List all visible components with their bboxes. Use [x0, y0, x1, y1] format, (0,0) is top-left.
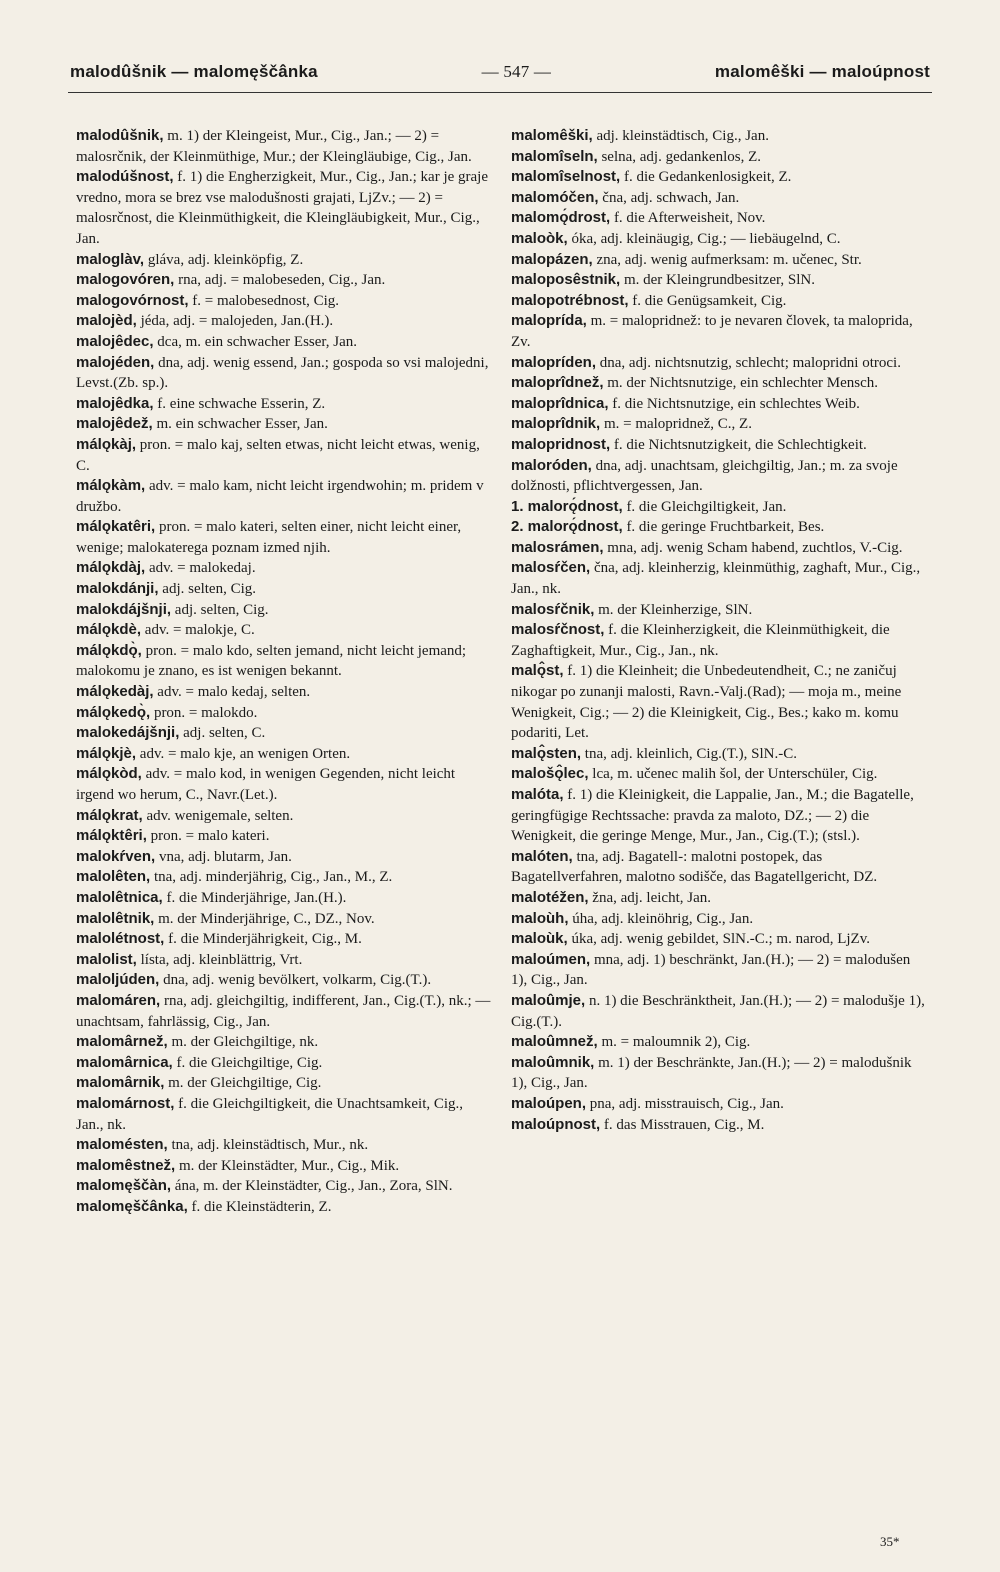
- entry-definition: m. der Gleichgiltige, nk.: [171, 1034, 319, 1051]
- entry-headword: málǫkòd,: [76, 765, 142, 783]
- entry-headword: 1. malorǫ́dnost,: [511, 497, 623, 515]
- entry-definition: pron. = malokdo.: [153, 704, 258, 721]
- entry-headword: malosŕčnik,: [511, 600, 595, 618]
- entry-headword: malomęščânka,: [76, 1197, 188, 1215]
- entry-headword: malomârnik,: [76, 1074, 165, 1092]
- entry-headword: malokedájšnji,: [76, 724, 180, 742]
- entry-headword: málǫkatêri,: [76, 518, 156, 536]
- page-number: — 547 —: [481, 62, 552, 81]
- dictionary-entry: [76, 764, 494, 805]
- entry-definition: f. die Afterweisheit, Nov.: [613, 210, 766, 227]
- entry-definition: m. = malopridnež, C., Z.: [603, 416, 752, 433]
- entry-headword: malomârnež,: [76, 1033, 168, 1051]
- dictionary-entry: [511, 888, 929, 909]
- dictionary-entry: [76, 723, 494, 744]
- entry-definition: zna, adj. wenig aufmerksam: m. učenec, Str.: [596, 251, 862, 268]
- dictionary-entry: [511, 394, 929, 415]
- entry-headword: málǫkdàj,: [76, 559, 146, 577]
- entry-headword: malomésten,: [76, 1136, 168, 1154]
- dictionary-entry: [511, 1115, 929, 1136]
- entry-headword: malojéden,: [76, 353, 155, 371]
- dictionary-entry: [76, 1094, 494, 1135]
- entry-definition: f. 1) die Kleinheit; die Unbedeutendheit, C.; ne zaničuj nikogar po zunanji malosti, Ravn.-Valj.(Rad); — moja m., meine Wenigkeit, Cig.; — 2) die Kleinigkeit, Cig., Bes.; kako m. komu podariti, Let.: [511, 663, 902, 742]
- dictionary-entry: [511, 991, 929, 1032]
- dictionary-entry: [76, 250, 494, 271]
- entry-definition: pron. = malo kaj, selten etwas, nicht leicht etwas, wenig, C.: [76, 436, 480, 474]
- dictionary-entry: [511, 291, 929, 312]
- entry-definition: m. 1) der Beschränkte, Jan.(H.); — 2) = malodušnik 1), Cig., Jan.: [511, 1054, 912, 1092]
- entry-headword: malodûšnik,: [76, 127, 164, 144]
- header-left: malodûšnik — malomęščânka: [70, 62, 318, 81]
- entry-definition: adv. = malokje, C.: [144, 622, 255, 639]
- entry-definition: m. der Minderjährige, C., DZ., Nov.: [158, 910, 375, 927]
- entry-definition: dna, adj. unachtsam, gleichgiltig, Jan.; m. za svoje dolžnosti, pflichtvergessen, Jan.: [511, 457, 898, 495]
- entry-definition: lísta, adj. kleinblättrig, Vrt.: [140, 951, 303, 968]
- dictionary-entry: [76, 1053, 494, 1074]
- entry-headword: malojèd,: [76, 312, 137, 330]
- entry-definition: f. die Gleichgiltigkeit, Jan.: [626, 498, 787, 515]
- header-right: malomêški — maloúpnost: [714, 62, 930, 81]
- dictionary-entry: [76, 991, 494, 1032]
- entry-definition: f. 1) die Kleinigkeit, die Lappalie, Jan., M.; die Bagatelle, geringfügige Rechtssache: pravda za maloto, DZ.; — 2) die Wenigkeit, die geringe Menge, Mur., Jan., Cig.(T.); (stsl.).: [511, 787, 914, 845]
- entry-headword: malomîselnost,: [511, 168, 621, 186]
- dictionary-entry: [511, 497, 929, 518]
- entry-headword: malosrámen,: [511, 538, 604, 556]
- entry-definition: adv. = malo kam, nicht leicht irgendwohin; m. pridem v družbo.: [76, 478, 484, 515]
- dictionary-entry: [76, 806, 494, 827]
- entry-definition: úka, adj. wenig gebildet, SlN.-C.; m. narod, LjZv.: [571, 931, 870, 948]
- dictionary-entry: [511, 208, 929, 229]
- entry-definition: vna, adj. blutarm, Jan.: [158, 848, 292, 865]
- entry-definition: adj. selten, C.: [183, 725, 266, 742]
- entry-definition: mna, adj. wenig Scham habend, zuchtlos, V.-Cig.: [607, 539, 903, 556]
- entry-headword: malogovóren,: [76, 271, 175, 289]
- entry-headword: malolêten,: [76, 868, 151, 886]
- entry-definition: f. die Nichtsnutzigkeit, die Schlechtigkeit.: [613, 436, 867, 453]
- entry-headword: málǫkàm,: [76, 477, 146, 495]
- entry-definition: gláva, adj. kleinköpfig, Z.: [147, 251, 304, 268]
- dictionary-entry: [511, 167, 929, 188]
- entry-definition: f. die Kleinherzigkeit, die Kleinmüthigkeit, die Zaghaftigkeit, Mur., Cig., Jan., nk.: [511, 622, 890, 659]
- entry-definition: f. die Gleichgiltige, Cig.: [176, 1054, 323, 1071]
- entry-definition: m. ein schwacher Esser, Jan.: [156, 416, 328, 433]
- entry-definition: dna, adj. nichtsnutzig, schlecht; malopridni otroci.: [599, 354, 901, 371]
- dictionary-entry: [511, 785, 929, 847]
- entry-headword: malomârnica,: [76, 1053, 173, 1071]
- dictionary-entry: [511, 126, 929, 147]
- dictionary-entry: [511, 147, 929, 168]
- dictionary-entry: [76, 620, 494, 641]
- entry-headword: malomîseln,: [511, 147, 598, 165]
- entry-definition: m. der Kleinherzige, SlN.: [598, 601, 753, 618]
- dictionary-entry: [76, 826, 494, 847]
- entry-headword: maloúpen,: [511, 1094, 587, 1112]
- entry-headword: malosŕčnost,: [511, 621, 605, 639]
- entry-headword: málǫkjè,: [76, 744, 137, 762]
- entry-definition: tna, adj. kleinlich, Cig.(T.), SlN.-C.: [584, 745, 797, 762]
- entry-headword: malóten,: [511, 847, 573, 865]
- entry-definition: f. = malobesednost, Cig.: [192, 292, 340, 309]
- entry-definition: adj. selten, Cig.: [174, 601, 269, 618]
- entry-headword: maloûmje,: [511, 991, 586, 1009]
- dictionary-entry: [511, 558, 929, 599]
- entry-headword: malokdánji,: [76, 580, 159, 598]
- entry-headword: málǫkdè,: [76, 621, 142, 639]
- dictionary-entry: [511, 414, 929, 435]
- entry-headword: málǫkdǫ̀,: [76, 641, 142, 659]
- dictionary-entry: [511, 909, 929, 930]
- entry-definition: m. = malopridnež: to je nevaren človek, ta maloprida, Zv.: [511, 313, 913, 350]
- dictionary-entry: [76, 1135, 494, 1156]
- entry-headword: malokŕven,: [76, 847, 156, 865]
- entry-headword: malodúšnost,: [76, 168, 174, 186]
- entry-headword: malǫ̂st,: [511, 662, 564, 680]
- entry-definition: adj. kleinstädtisch, Cig., Jan.: [596, 128, 769, 144]
- dictionary-entry: [76, 270, 494, 291]
- entry-headword: malomǫ́drost,: [511, 209, 611, 227]
- entry-headword: malolist,: [76, 950, 137, 968]
- entry-definition: lca, m. učenec malih šol, der Unterschüler, Cig.: [592, 766, 878, 783]
- entry-headword: malolêtnica,: [76, 888, 163, 906]
- entry-definition: m. der Kleingrundbesitzer, SlN.: [623, 272, 815, 289]
- entry-headword: malolêtnik,: [76, 909, 155, 927]
- entry-definition: f. das Misstrauen, Cig., M.: [603, 1116, 765, 1133]
- entry-headword: maloúpnost,: [511, 1115, 601, 1133]
- entry-headword: malóta,: [511, 786, 564, 803]
- entry-definition: selna, adj. gedankenlos, Z.: [601, 148, 761, 165]
- dictionary-entry: [76, 703, 494, 724]
- entry-definition: m. der Nichtsnutzige, ein schlechter Mensch.: [607, 375, 879, 392]
- dictionary-entry: [76, 1197, 494, 1218]
- entry-headword: maloróden,: [511, 456, 592, 474]
- dictionary-entry: [511, 517, 929, 538]
- entry-definition: f. eine schwache Esserin, Z.: [157, 395, 326, 412]
- dictionary-entry: [76, 929, 494, 950]
- entry-definition: m. der Kleinstädter, Mur., Cig., Mik.: [178, 1157, 400, 1174]
- dictionary-entry: [76, 1032, 494, 1053]
- dictionary-entry: [511, 188, 929, 209]
- right-column: [511, 126, 929, 1135]
- dictionary-entry: [511, 435, 929, 456]
- dictionary-entry: [76, 126, 494, 167]
- entry-definition: čna, adj. schwach, Jan.: [602, 189, 740, 206]
- entry-definition: adv. = malokedaj.: [148, 560, 256, 577]
- entry-headword: maloûmnik,: [511, 1053, 595, 1071]
- dictionary-entry: [76, 291, 494, 312]
- dictionary-entry: [511, 661, 929, 743]
- entry-headword: maloùh,: [511, 909, 569, 927]
- dictionary-entry: [511, 764, 929, 785]
- entry-definition: pna, adj. misstrauisch, Cig., Jan.: [589, 1095, 784, 1112]
- entry-headword: malopázen,: [511, 250, 593, 268]
- dictionary-entry: [76, 332, 494, 353]
- entry-definition: dca, m. ein schwacher Esser, Jan.: [157, 333, 358, 350]
- entry-headword: malokdájšnji,: [76, 600, 172, 618]
- dictionary-entry: [76, 641, 494, 682]
- entry-headword: malopridnost,: [511, 435, 611, 453]
- dictionary-entry: [76, 435, 494, 476]
- dictionary-entry: [76, 970, 494, 991]
- dictionary-entry: [511, 373, 929, 394]
- entry-headword: malomêstnež,: [76, 1156, 176, 1174]
- dictionary-entry: [511, 744, 929, 765]
- dictionary-entry: [76, 1176, 494, 1197]
- entry-headword: malojêdec,: [76, 332, 154, 350]
- entry-headword: málǫkrat,: [76, 806, 143, 824]
- entry-definition: m. der Gleichgiltige, Cig.: [168, 1075, 322, 1092]
- entry-definition: f. die Gleichgiltigkeit, die Unachtsamkeit, Cig., Jan., nk.: [76, 1095, 464, 1133]
- dictionary-entry: [511, 950, 929, 991]
- dictionary-entry: [76, 867, 494, 888]
- dictionary-entry: [76, 311, 494, 332]
- entry-headword: málǫktêri,: [76, 827, 147, 845]
- dictionary-entry: [511, 1053, 929, 1094]
- entry-headword: malojêdka,: [76, 394, 154, 412]
- entry-headword: maloúmen,: [511, 950, 591, 968]
- entry-definition: tna, adj. minderjährig, Cig., Jan., M., Z.: [153, 869, 393, 886]
- entry-headword: málǫkedǫ̀,: [76, 703, 151, 721]
- entry-headword: malopríden,: [511, 353, 597, 371]
- entry-headword: maloprîdnik,: [511, 415, 601, 433]
- dictionary-entry: [76, 579, 494, 600]
- dictionary-entry: [511, 600, 929, 621]
- entry-headword: malošǫ̂lec,: [511, 765, 589, 783]
- entry-headword: malogovórnost,: [76, 291, 189, 309]
- dictionary-entry: [76, 414, 494, 435]
- entry-headword: malomáren,: [76, 991, 161, 1009]
- dictionary-entry: [76, 1073, 494, 1094]
- entry-headword: maloprída,: [511, 312, 587, 330]
- dictionary-entry: [511, 1032, 929, 1053]
- dictionary-entry: [76, 167, 494, 249]
- entry-headword: maloljúden,: [76, 971, 160, 989]
- entry-headword: maloglàv,: [76, 250, 145, 268]
- entry-definition: adj. selten, Cig.: [162, 581, 257, 598]
- entry-definition: f. die Kleinstädterin, Z.: [191, 1198, 332, 1215]
- entry-headword: 2. malorǫ́dnost,: [511, 518, 623, 536]
- entry-definition: tna, adj. Bagatell-: malotni postopek, das Bagatellverfahren, malotno sodišče, das Bagatellgericht, DZ.: [511, 848, 878, 886]
- entry-definition: adv. = malo kje, an wenigen Orten.: [139, 745, 351, 762]
- dictionary-entry: [76, 353, 494, 394]
- entry-headword: malotéžen,: [511, 888, 589, 906]
- entry-definition: pron. = malo kdo, selten jemand, nicht leicht jemand; malokomu je znano, es ist wenigen bekannt.: [76, 642, 467, 680]
- entry-definition: óka, adj. kleinäugig, Cig.; — liebäugelnd, C.: [571, 230, 841, 247]
- dictionary-entry: [76, 600, 494, 621]
- entry-headword: maloùk,: [511, 930, 568, 948]
- entry-definition: ána, m. der Kleinstädter, Cig., Jan., Zora, SlN.: [174, 1178, 453, 1195]
- entry-headword: maloposêstnik,: [511, 271, 621, 289]
- dictionary-entry: [76, 1156, 494, 1177]
- entry-headword: malomêški,: [511, 127, 593, 144]
- entry-headword: maloprîdnica,: [511, 394, 609, 412]
- entry-definition: f. die geringe Fruchtbarkeit, Bes.: [626, 519, 825, 536]
- entry-definition: tna, adj. kleinstädtisch, Mur., nk.: [171, 1137, 369, 1154]
- entry-headword: málǫkàj,: [76, 435, 137, 453]
- entry-definition: žna, adj. leicht, Jan.: [592, 889, 711, 906]
- entry-headword: maloòk,: [511, 229, 568, 247]
- entry-definition: adv. = malo kod, in wenigen Gegenden, nicht leicht irgend wo herum, C., Navr.(Let.).: [76, 766, 456, 803]
- dictionary-entry: [76, 682, 494, 703]
- dictionary-entry: [511, 250, 929, 271]
- entry-definition: m. 1) der Kleingeist, Mur., Cig., Jan.; — 2) = malosrčnik, der Kleinmüthige, Mur.; der Kleingläubige, Cig., Jan.: [76, 128, 472, 165]
- running-head: [70, 62, 930, 82]
- signature-mark: 35*: [880, 1534, 900, 1549]
- entry-definition: f. 1) die Engherzigkeit, Mur., Cig., Jan.; kar je graje vredno, mora se brez vse malodušnosti grajati, LjZv.; — 2) = malosrčnost, die Kleinmüthigkeit, die Kleingläubigkeit, Mur., Cig., Jan.: [76, 169, 489, 247]
- entry-definition: f. die Genügsamkeit, Cig.: [632, 292, 787, 309]
- entry-definition: pron. = malo kateri, selten einer, nicht leicht einer, wenige; malokaterega poznam izmed njih.: [76, 519, 462, 556]
- entry-definition: f. die Minderjährigkeit, Cig., M.: [168, 931, 362, 948]
- entry-definition: rna, adj. = malobeseden, Cig., Jan.: [178, 272, 386, 289]
- entry-definition: adv. = malo kedaj, selten.: [157, 684, 311, 701]
- entry-definition: n. 1) die Beschränktheit, Jan.(H.); — 2) = malodušje 1), Cig.(T.).: [511, 992, 925, 1030]
- entry-headword: malojêdež,: [76, 415, 153, 433]
- dictionary-entry: [76, 888, 494, 909]
- entry-definition: čna, adj. kleinherzig, kleinmüthig, zaghaft, Mur., Cig., Jan., nk.: [511, 560, 921, 598]
- dictionary-entry: [76, 744, 494, 765]
- entry-definition: dna, adj. wenig bevölkert, volkarm, Cig.(T.).: [163, 972, 432, 989]
- dictionary-entry: [511, 538, 929, 559]
- dictionary-entry: [511, 270, 929, 291]
- entry-headword: malǫ̂sten,: [511, 744, 582, 762]
- dictionary-entry: [511, 1094, 929, 1115]
- entry-headword: malolétnost,: [76, 930, 165, 948]
- entry-headword: maloprîdnež,: [511, 374, 604, 392]
- entry-definition: f. die Minderjährige, Jan.(H.).: [166, 889, 347, 906]
- dictionary-entry: [76, 394, 494, 415]
- dictionary-entry: [76, 476, 494, 517]
- entry-definition: mna, adj. 1) beschränkt, Jan.(H.); — 2) = malodušen 1), Cig., Jan.: [511, 951, 911, 989]
- dictionary-entry: [76, 558, 494, 579]
- entry-headword: málǫkedàj,: [76, 683, 154, 701]
- dictionary-entry: [511, 229, 929, 250]
- dictionary-entry: [511, 311, 929, 352]
- dictionary-entry: [76, 909, 494, 930]
- dictionary-entry: [511, 353, 929, 374]
- entry-headword: malomęščàn,: [76, 1177, 172, 1195]
- entry-headword: malopotrébnost,: [511, 291, 629, 309]
- entry-headword: maloûmnež,: [511, 1033, 598, 1051]
- entry-definition: dna, adj. wenig essend, Jan.; gospoda so vsi malojedni, Levst.(Zb. sp.).: [76, 354, 489, 392]
- dictionary-entry: [511, 929, 929, 950]
- dictionary-entry: [511, 847, 929, 888]
- entry-definition: úha, adj. kleinöhrig, Cig., Jan.: [572, 910, 754, 927]
- left-column: [76, 126, 494, 1217]
- entry-definition: f. die Gedankenlosigkeit, Z.: [623, 169, 792, 186]
- entry-headword: malosŕčen,: [511, 559, 591, 577]
- entry-definition: m. = maloumnik 2), Cig.: [601, 1034, 751, 1051]
- dictionary-entry: [76, 517, 494, 558]
- entry-definition: rna, adj. gleichgiltig, indifferent, Jan., Cig.(T.), nk.; — unachtsam, fahrlässig, Cig., Jan.: [76, 992, 491, 1030]
- entry-definition: f. die Nichtsnutzige, ein schlechtes Weib.: [612, 395, 860, 412]
- entry-headword: malomárnost,: [76, 1094, 175, 1112]
- dictionary-entry: [76, 950, 494, 971]
- entry-definition: jéda, adj. = malojeden, Jan.(H.).: [140, 313, 334, 330]
- entry-headword: malomóčen,: [511, 188, 599, 206]
- header-rule: [68, 92, 932, 93]
- entry-definition: pron. = malo kateri.: [150, 828, 270, 845]
- entry-definition: adv. wenigemale, selten.: [146, 807, 294, 824]
- dictionary-entry: [511, 620, 929, 661]
- dictionary-entry: [76, 847, 494, 868]
- dictionary-entry: [511, 456, 929, 497]
